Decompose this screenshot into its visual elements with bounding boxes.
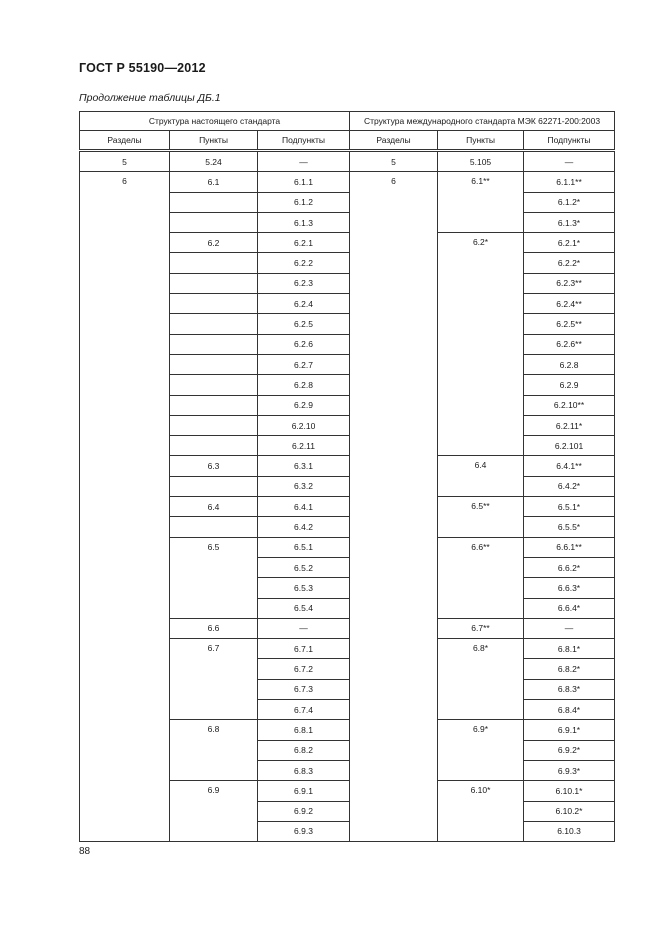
clause-cell [170,354,258,374]
clause-cell [170,273,258,293]
group-header-international: Структура международного стандарта МЭК 62271-200:2003 [350,112,615,131]
table-caption: Продолжение таблицы ДБ.1 [79,92,221,104]
subclause-cell: 6.7.4 [258,700,350,720]
intl-clause-cell: 6.10* [438,781,524,842]
intl-clause-cell: 6.9* [438,720,524,781]
intl-subclause-cell: 6.2.11* [524,415,615,435]
subclause-cell: 6.1.2 [258,192,350,212]
subclause-cell: 6.2.10 [258,415,350,435]
table-row [80,172,615,192]
intl-clause-cell: 6.4 [438,456,524,497]
col-header-clauses: Пункты [438,131,524,151]
subclause-cell: 6.7.1 [258,639,350,659]
subclause-cell: — [258,618,350,638]
clause-cell [170,436,258,456]
subclause-cell: 6.4.1 [258,497,350,517]
col-header-subclauses: Подпункты [524,131,615,151]
document-title: ГОСТ Р 55190—2012 [79,61,206,75]
subclause-cell: 6.7.3 [258,679,350,699]
clause-cell: 6.3 [170,456,258,476]
clause-cell [170,334,258,354]
subclause-cell: 6.3.1 [258,456,350,476]
intl-subclause-cell: 6.2.9 [524,375,615,395]
clause-cell [170,253,258,273]
intl-subclause-cell: 6.9.3* [524,760,615,780]
intl-clause-cell: 6.2* [438,233,524,456]
intl-subclause-cell: 6.5.5* [524,517,615,537]
subclause-cell: 6.8.1 [258,720,350,740]
intl-subclause-cell: 6.2.5** [524,314,615,334]
subclause-cell: 6.9.1 [258,781,350,801]
intl-subclause-cell: 6.2.6** [524,334,615,354]
clause-cell: 5.24 [170,151,258,172]
intl-subclause-cell: 6.9.2* [524,740,615,760]
clause-cell: 6.5 [170,537,258,618]
clause-cell: 6.4 [170,497,258,517]
subclause-cell: 6.2.7 [258,354,350,374]
intl-subclause-cell: 6.6.2* [524,557,615,577]
intl-subclause-cell: 6.2.10** [524,395,615,415]
table-row [80,151,615,172]
page-number: 88 [79,846,91,857]
intl-clause-cell: 6.5** [438,497,524,538]
subclause-cell: 6.4.2 [258,517,350,537]
subclause-cell: 6.5.4 [258,598,350,618]
subclause-cell: 6.2.1 [258,233,350,253]
intl-subclause-cell: 6.2.2* [524,253,615,273]
col-header-sections: Разделы [80,131,170,151]
intl-section-cell: 6 [350,172,438,842]
intl-subclause-cell: 6.8.2* [524,659,615,679]
intl-subclause-cell: 6.6.3* [524,578,615,598]
intl-subclause-cell: 6.4.1** [524,456,615,476]
intl-clause-cell: 6.1** [438,172,524,233]
subclause-cell: 6.7.2 [258,659,350,679]
subclause-cell: 6.2.8 [258,375,350,395]
intl-subclause-cell: 6.10.3 [524,821,615,841]
col-header-sections: Разделы [350,131,438,151]
clause-cell [170,375,258,395]
col-header-clauses: Пункты [170,131,258,151]
subclause-cell: 6.9.3 [258,821,350,841]
intl-subclause-cell: 6.4.2* [524,476,615,496]
clause-cell: 6.2 [170,233,258,253]
subclause-cell: 6.2.3 [258,273,350,293]
correspondence-table [79,111,615,842]
subclause-cell: 6.9.2 [258,801,350,821]
intl-section-cell: 5 [350,151,438,172]
intl-subclause-cell: 6.8.3* [524,679,615,699]
clause-cell: 6.9 [170,781,258,842]
section-cell: 5 [80,151,170,172]
clause-cell: 6.8 [170,720,258,781]
intl-subclause-cell: 6.2.101 [524,436,615,456]
intl-clause-cell: 6.8* [438,639,524,720]
clause-cell: 6.1 [170,172,258,192]
intl-subclause-cell: 6.2.8 [524,354,615,374]
subclause-cell: 6.2.2 [258,253,350,273]
intl-subclause-cell: 6.10.1* [524,781,615,801]
intl-subclause-cell: 6.2.3** [524,273,615,293]
subclause-cell: 6.2.11 [258,436,350,456]
intl-subclause-cell: 6.8.1* [524,639,615,659]
col-header-subclauses: Подпункты [258,131,350,151]
clause-cell [170,314,258,334]
subclause-cell: 6.2.5 [258,314,350,334]
subclause-cell: 6.5.2 [258,557,350,577]
intl-subclause-cell: 6.2.4** [524,294,615,314]
clause-cell [170,415,258,435]
subclause-cell: 6.5.3 [258,578,350,598]
intl-subclause-cell: 6.1.3* [524,212,615,232]
subclause-cell: 6.1.3 [258,212,350,232]
clause-cell: 6.6 [170,618,258,638]
intl-subclause-cell: 6.9.1* [524,720,615,740]
clause-cell [170,476,258,496]
subclause-cell: 6.8.2 [258,740,350,760]
intl-subclause-cell: 6.5.1* [524,497,615,517]
clause-cell [170,294,258,314]
subclause-cell: 6.8.3 [258,760,350,780]
subclause-cell: 6.2.4 [258,294,350,314]
clause-cell: 6.7 [170,639,258,720]
intl-clause-cell: 5.105 [438,151,524,172]
subclause-cell: 6.3.2 [258,476,350,496]
intl-subclause-cell: 6.6.4* [524,598,615,618]
intl-subclause-cell: 6.10.2* [524,801,615,821]
intl-subclause-cell: 6.2.1* [524,233,615,253]
clause-cell [170,517,258,537]
intl-subclause-cell: — [524,618,615,638]
clause-cell [170,212,258,232]
clause-cell [170,192,258,212]
section-cell: 6 [80,172,170,842]
group-header-current: Структура настоящего стандарта [80,112,350,131]
intl-clause-cell: 6.7** [438,618,524,638]
intl-subclause-cell: 6.1.2* [524,192,615,212]
intl-subclause-cell: 6.8.4* [524,700,615,720]
subclause-cell: 6.2.9 [258,395,350,415]
intl-subclause-cell: 6.1.1** [524,172,615,192]
subclause-cell: 6.2.6 [258,334,350,354]
intl-subclause-cell: — [524,151,615,172]
subclause-cell: 6.1.1 [258,172,350,192]
subclause-cell: 6.5.1 [258,537,350,557]
subclause-cell: — [258,151,350,172]
intl-subclause-cell: 6.6.1** [524,537,615,557]
clause-cell [170,395,258,415]
intl-clause-cell: 6.6** [438,537,524,618]
